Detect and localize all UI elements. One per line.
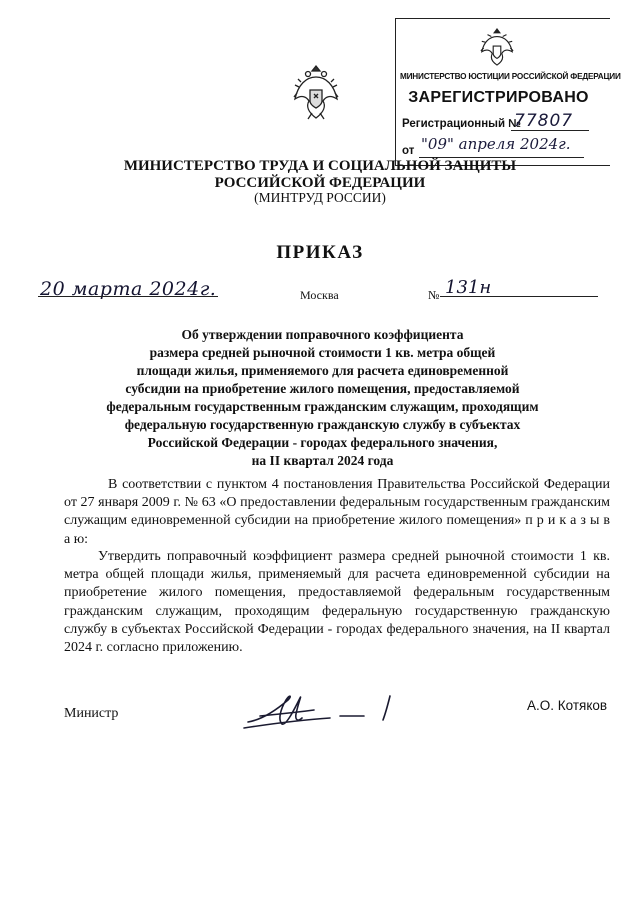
registration-stamp xyxy=(395,18,621,166)
heading-line: федеральным государственным гражданским служащим, проходящим xyxy=(106,399,539,414)
heading-line: субсидии на приобретение жилого помещения, предоставляемой xyxy=(125,381,520,396)
body-paragraph-order: Утвердить поправочный коэффициент размера средней рыночной стоимости 1 кв. метра общей площади жилья, применяемый для расчета единовременной субсидии на приобретение жилого помещения, предоставляемой федеральным государственным гражданским служащим, проходящим федеральную государственную гражданскую службу в субъектах Российской Федерации - городах федерального значения, на II квартал 2024 г. согласно приложению. xyxy=(64,549,610,656)
stamp-coat-of-arms-icon xyxy=(478,25,516,69)
heading-line: Российской Федерации - городах федерального значения, xyxy=(147,435,498,450)
heading-line: Об утверждении поправочного коэффициента xyxy=(181,327,464,342)
ministry-name-line-2: РОССИЙСКОЙ ФЕДЕРАЦИИ xyxy=(214,175,426,191)
document-title: ПРИКАЗ xyxy=(276,242,364,263)
stamp-ministry-name: МИНИСТЕРСТВО ЮСТИЦИИ РОССИЙСКОЙ ФЕДЕРАЦИИ xyxy=(400,72,621,81)
order-number-label: № xyxy=(428,288,440,302)
signatory-name: А.О. Котяков xyxy=(527,698,608,713)
coat-of-arms-icon xyxy=(292,63,340,123)
stamp-date-value: "09" апреля 2024г. xyxy=(421,135,571,153)
stamp-status: ЗАРЕГИСТРИРОВАНО xyxy=(408,89,589,106)
order-number-underline xyxy=(440,296,598,297)
handwritten-signature-icon xyxy=(240,690,410,735)
heading-line: размера средней рыночной стоимости 1 кв. метра общей xyxy=(149,345,496,360)
heading-line: площади жилья, применяемого для расчета единовременной xyxy=(136,363,509,378)
order-date-underline xyxy=(38,296,218,297)
heading-line: на II квартал 2024 года xyxy=(251,453,394,468)
ministry-short-name: (МИНТРУД РОССИИ) xyxy=(254,190,386,205)
stamp-regnum-underline xyxy=(511,130,589,131)
stamp-date-label: от xyxy=(402,145,415,157)
body-paragraph-preamble: В соответствии с пунктом 4 постановления Правительства Российской Федерации от 27 января 2009 г. № 63 «О предоставлении федеральным государственным гражданским служащим единовременной субсидии на приобретение жилого помещения» п р и к а з ы в а ю: xyxy=(64,477,610,547)
order-number: 131н xyxy=(445,277,492,298)
stamp-regnum-value: 77807 xyxy=(514,111,574,131)
stamp-regnum-label: Регистрационный № xyxy=(402,118,522,130)
order-city: Москва xyxy=(300,288,339,302)
ministry-name-line-1: МИНИСТЕРСТВО ТРУДА И СОЦИАЛЬНОЙ ЗАЩИТЫ xyxy=(123,158,517,174)
signatory-title: Министр xyxy=(64,706,119,721)
order-heading xyxy=(30,326,615,470)
order-date: 20 марта 2024г. xyxy=(40,278,217,300)
heading-line: федеральную государственную гражданскую службу в субъектах xyxy=(124,417,521,432)
